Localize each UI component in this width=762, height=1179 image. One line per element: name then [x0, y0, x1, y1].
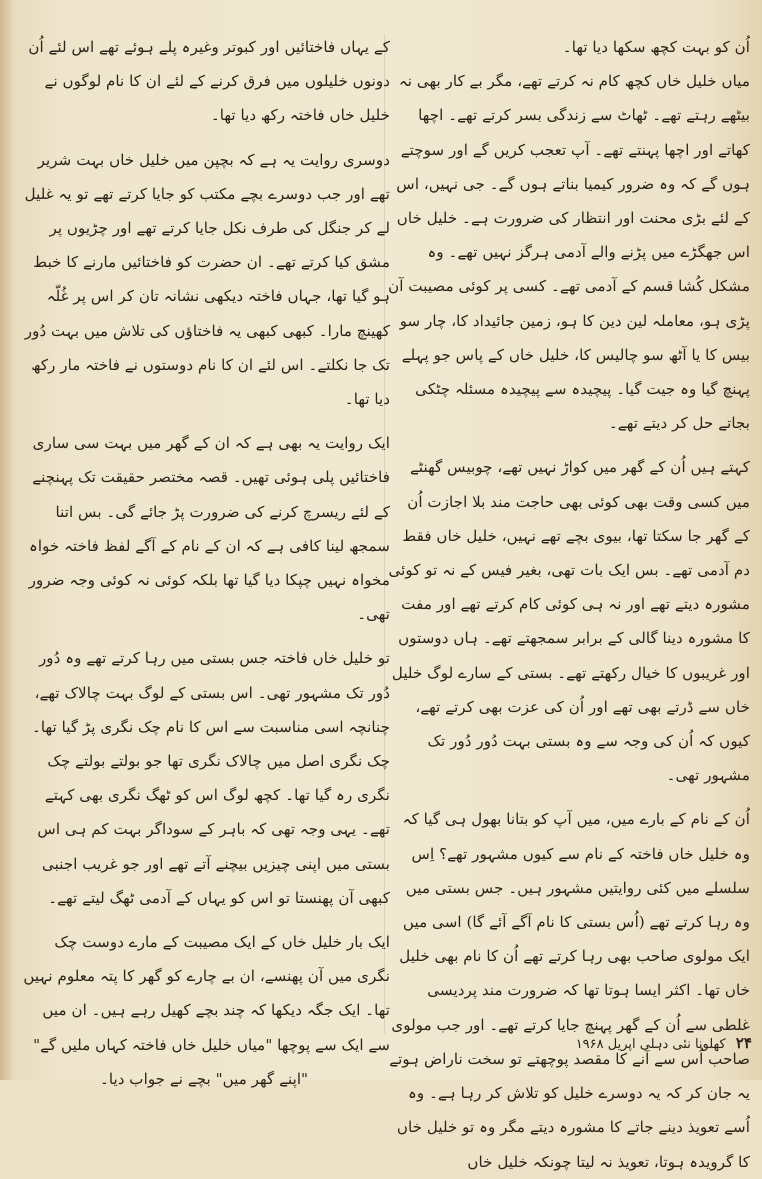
- issue-line: کھلونا نئی دہلی اپریل ۱۹۶۸: [575, 1037, 726, 1052]
- right-column: [388, 30, 750, 1179]
- left-column: [18, 30, 390, 1096]
- paragraph: کے یہاں فاختائیں اور کبوتر وغیرہ پلے ہوئے تھے اس لئے اُن دونوں خلیلوں میں فرق کرنے کے لئے ان کا نام لوگوں نے خلیل خاں فاختہ رکھ دیا تھا۔: [28, 38, 390, 125]
- paragraph: ایک بار خلیل خاں کے ایک مصیبت کے مارے دوست چک نگری میں آن پھنسے، ان بے چارے کو گھر کا پتہ معلوم نہیں تھا۔ ایک جگہ دیکھا کہ چند بچے کھیل رہے ہیں۔ ان میں سے ایک سے پوچھا "میاں خلیل خاں فاختہ کہاں ملیں گے": [23, 933, 390, 1054]
- paragraph: "اپنے گھر میں" بچے نے جواب دیا۔: [99, 1069, 309, 1088]
- paragraph: اُن کے نام کے بارے میں، میں آپ کو بتانا بھول ہی گیا کہ وہ خلیل خاں فاختہ کے نام سے کیوں مشہور تھے؟ اِس سلسلے میں کئی روایتیں مشہور ہیں۔ جس بستی میں وہ رہا کرتے تھے (اُس بستی کا نام آگے آئے گا) اسی میں ایک مولوی صاحب بھی رہا کرتے تھے اُن کا نام بھی خلیل خاں تھا۔ اکثر ایسا ہوتا تھا کہ ضرورت مند پردیسی غلطی سے اُن کے گھر پہنچ جایا کرتے تھے۔ اور جب مولوی صاحب اُس سے آنے کا مقصد پوچھتے تو سخت ناراض ہوتے یہ جان کر کہ یہ دوسرے خلیل کو تلاش کر رہا ہے۔ وہ اُسے تعویذ دینے جاتے کا مشورہ دیتے مگر وہ تو خلیل خاں کا گرویدہ ہوتا، تعویذ نہ لیتا چونکہ خلیل خاں: [389, 810, 750, 1171]
- paragraph: کہتے ہیں اُن کے گھر میں کواڑ نہیں تھے، چوبیس گھنٹے میں کسی وقت بھی کوئی بھی حاجت مند بلا اجازت اُن کے گھر جا سکتا تھا، بیوی بچے تھے نہیں، خلیل خاں فقط دم آدمی تھے۔ بس ایک بات تھی، بغیر فیس کے نہ تو کوئی مشورہ دیتے تھے اور نہ ہی کوئی کام کرتے تھے اور مفت کا مشورہ دینا گالی کے برابر سمجھتے تھے۔ ہاں دوستوں اور غریبوں کا خیال رکھتے تھے۔ بستی کے سارے لوگ خلیل خاں سے ڈرتے بھی تھے اور اُن کی عزت بھی کرتے تھے، کیوں کہ اُن کی وجہ سے وہ بستی بہت دُور دُور تک مشہور تھی۔: [388, 458, 750, 785]
- page-footer: [574, 1034, 752, 1052]
- paragraph: دوسری روایت یہ ہے کہ بچپن میں خلیل خاں بہت شریر تھے اور جب دوسرے بچے مکتب کو جایا کرتے تھے تو یہ غلیل لے کر جنگل کی طرف نکل جایا کرتے تھے اور چڑیوں پر مشق کیا کرتے تھے۔ ان حضرت کو فاختائیں مارنے کا خبط ہو گیا تھا، جہاں فاختہ دیکھی نشانہ تان کر اس پر غُلّہ کھینچ مارا۔ کبھی کبھی یہ فاختاؤں کی تلاش میں بہت دُور تک جا نکلتے۔ اس لئے ان کا نام دوستوں نے فاختہ مار رکھ دیا تھا۔: [24, 150, 390, 409]
- paragraph: اُن کو بہت کچھ سکھا دیا تھا۔: [562, 38, 750, 56]
- paragraph: تو خلیل خاں فاختہ جس بستی میں رہا کرتے تھے وہ دُور دُور تک مشہور تھی۔ اس بستی کے لوگ بہت چالاک تھے، چنانچہ اسی مناسبت سے اس کا نام چک نگری پڑ گیا تھا۔ چک نگری اصل میں چالاک نگری تھا جو بولتے بولتے چک نگری رہ گیا تھا۔ کچھ لوگ اس کو ٹھگ نگری بھی کہتے تھے۔ یہی وجہ تھی کہ باہر کے سوداگر بہت کم ہی اس بستی میں اپنی چیزیں بیچنے آتے تھے اور جو غریب اجنبی کبھی آن پھنستا تو اس کو یہاں کے آدمی ٹھگ لیتے تھے۔: [32, 649, 390, 907]
- page-number: ۲۴: [735, 1034, 752, 1052]
- paragraph: ایک روایت یہ بھی ہے کہ ان کے گھر میں بہت سی ساری فاختائیں پلی ہوئی تھیں۔ قصہ مختصر حقیقت تک پہنچنے کے لئے ریسرچ کرنے کی ضرورت پڑ جائے گی۔ بس اتنا سمجھ لینا کافی ہے کہ ان کے نام کے آگے لفظ فاختہ خواہ مخواہ نہیں چپکا دیا گیا تھا بلکہ کوئی نہ کوئی وجہ ضرور تھی۔: [28, 434, 390, 624]
- paragraph: میاں خلیل خاں کچھ کام نہ کرتے تھے، مگر بے کار بھی نہ بیٹھے رہتے تھے۔ ٹھاٹ سے زندگی بسر کرتے تھے۔ اچھا کھاتے اور اچھا پہنتے تھے۔ آپ تعجب کریں گے اور سوچتے ہوں گے کہ وہ ضرور کیمیا بناتے ہوں گے۔ جی نہیں، اس کے لئے بڑی محنت اور انتظار کی ضرورت ہے۔ خلیل خاں اس جھگڑے میں پڑنے والے آدمی ہرگز نہیں تھے۔ وہ مشکل کُشا قسم کے آدمی تھے۔ کسی پر کوئی مصیبت آن پڑی ہو، معاملہ لین دین کا ہو، زمین جائیداد کا، چار سو بیس کا یا آٹھ سو چالیس کا، خلیل خاں کے پاس جو پہلے پہنچ گیا وہ جیت گیا۔ پیچیدہ سے پیچیدہ مسئلہ چٹکی بجاتے حل کر دیتے تھے۔: [388, 72, 750, 433]
- binding-shadow: [0, 0, 14, 1080]
